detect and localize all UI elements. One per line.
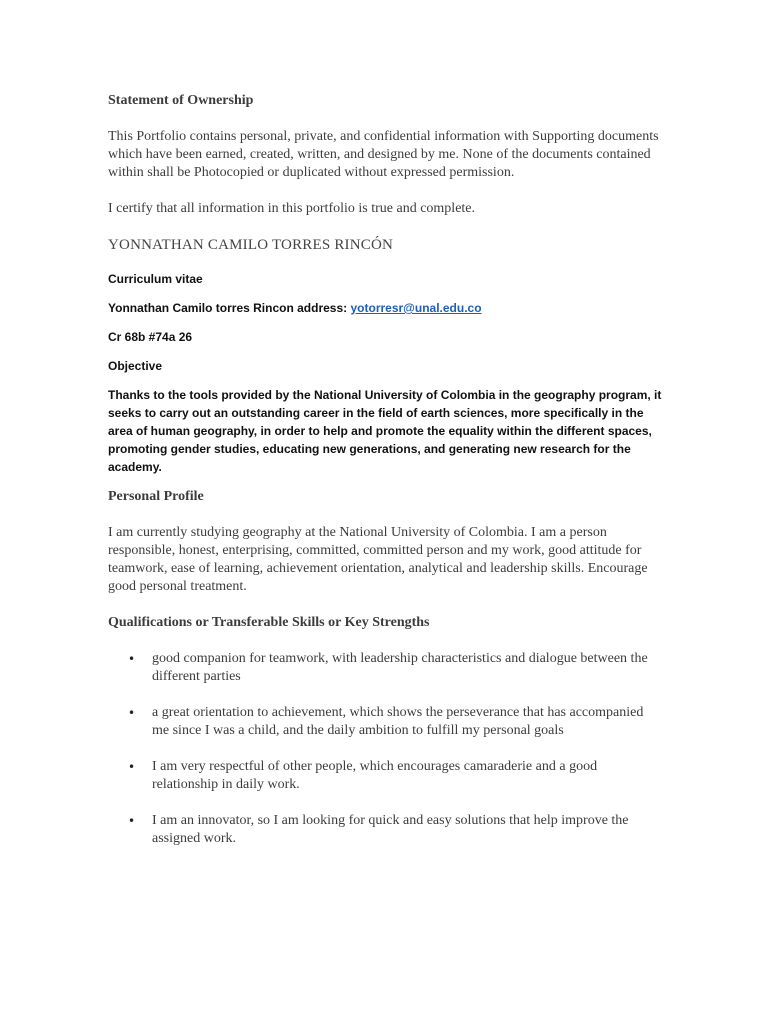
cv-street: Cr 68b #74a 26 bbox=[108, 330, 193, 344]
skill-text: I am an innovator, so I am looking for quick and easy solutions that help improve the assigned work. bbox=[152, 813, 629, 846]
certify-statement: I certify that all information in this portfolio is true and complete. bbox=[108, 201, 476, 216]
bullet-icon: • bbox=[128, 814, 136, 828]
profile-heading: Personal Profile bbox=[108, 489, 204, 504]
owner-name: YONNATHAN CAMILO TORRES RINCÓN bbox=[108, 237, 394, 253]
statement-heading: Statement of Ownership bbox=[108, 93, 254, 108]
skill-text: good companion for teamwork, with leadership characteristics and dialogue between the different parties bbox=[152, 651, 648, 684]
statement-paragraph: This Portfolio contains personal, private, and confidential information with Supporting documents which have been earned, created, written, and designed by me. None of the documents contained within shall be Photocopied or duplicated without expressed permission. bbox=[108, 129, 659, 180]
skills-list bbox=[108, 650, 663, 848]
document-page bbox=[108, 92, 663, 866]
bullet-icon: • bbox=[128, 760, 136, 774]
objective-heading: Objective bbox=[108, 359, 163, 373]
objective-text: Thanks to the tools provided by the National University of Colombia in the geography program, it seeks to carry out an outstanding career in the field of earth sciences, more specifically in the area of human geography, in order to help and promote the equality within the different spaces, promoting gender studies, educating new generations, and generating new research for the academy. bbox=[108, 388, 662, 474]
email-link[interactable]: yotorresr@unal.edu.co bbox=[350, 301, 482, 315]
bullet-icon: • bbox=[128, 706, 136, 720]
list-item bbox=[108, 650, 663, 686]
profile-text: I am currently studying geography at the National University of Colombia. I am a person responsible, honest, enterprising, committed, committed person and my work, good attitude for teamwork, ease of learning, achievement orientation, analytical and leadership skills. Encourage good personal treatment. bbox=[108, 525, 648, 594]
list-item bbox=[108, 812, 663, 848]
skills-heading: Qualifications or Transferable Skills or Key Strengths bbox=[108, 615, 430, 630]
cv-title: Curriculum vitae bbox=[108, 272, 203, 286]
skill-text: I am very respectful of other people, which encourages camaraderie and a good relationship in daily work. bbox=[152, 759, 598, 792]
list-item bbox=[108, 704, 663, 740]
cv-address-line bbox=[108, 299, 663, 317]
skill-text: a great orientation to achievement, which shows the perseverance that has accompanied me since I was a child, and the daily ambition to fulfill my personal goals bbox=[152, 705, 644, 738]
list-item bbox=[108, 758, 663, 794]
cv-address-label: Yonnathan Camilo torres Rincon address: bbox=[108, 301, 351, 315]
bullet-icon: • bbox=[128, 652, 136, 666]
